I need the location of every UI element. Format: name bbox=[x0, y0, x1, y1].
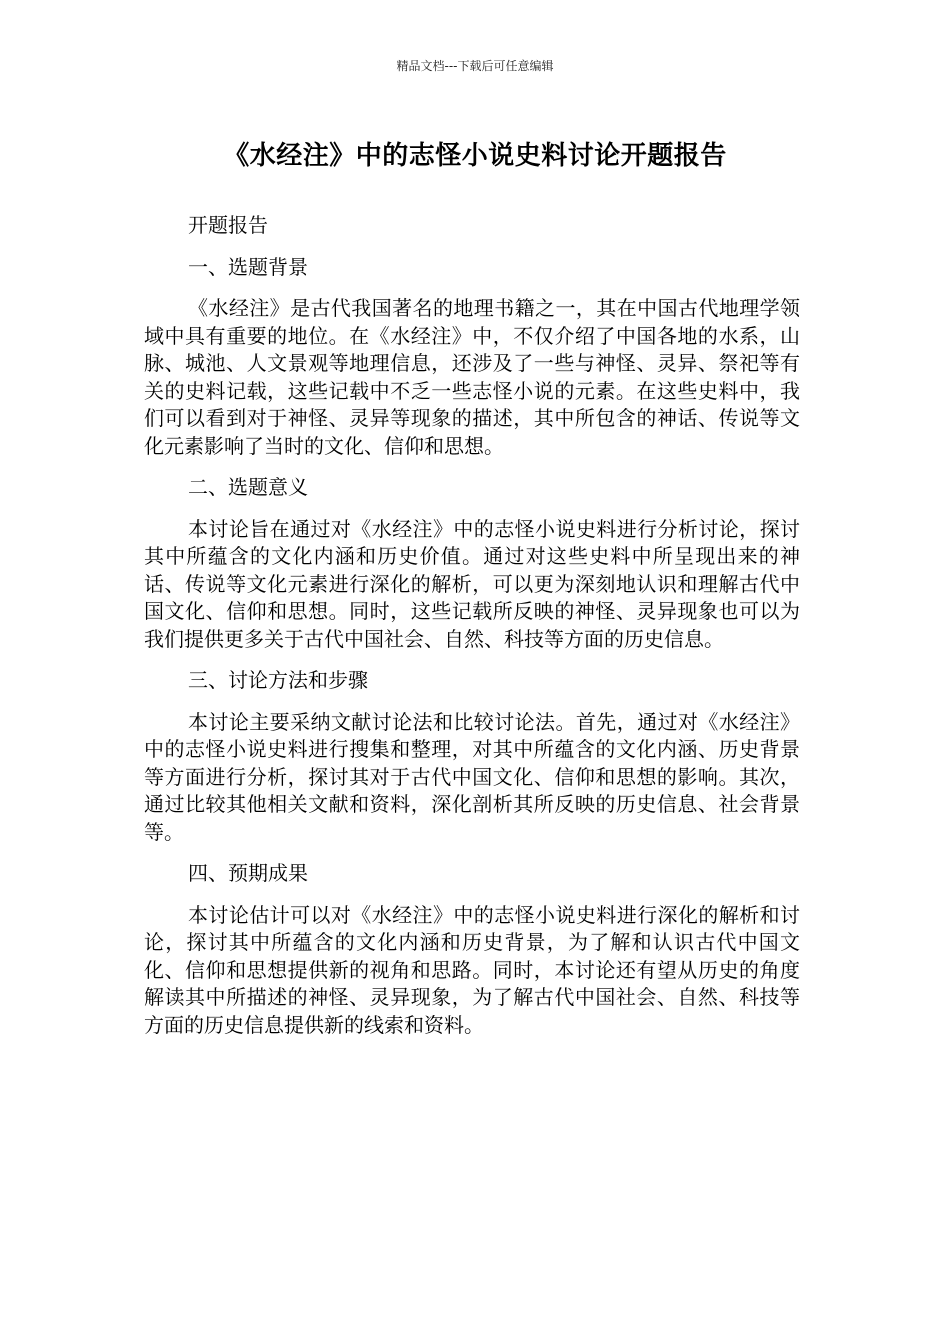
section-paragraph-methods: 本讨论主要采纳文献讨论法和比较讨论法。首先，通过对《水经注》中的志怪小说史料进行搜集和整理，对其中所蕴含的文化内涵、历史背景等方面进行分析，探讨其对于古代中国文化、信仰和思想的影响。其次，通过比较其他相关文献和资料，深化剖析其所反映的历史信息、社会背景等。 bbox=[144, 709, 800, 844]
section-paragraph-background: 《水经注》是古代我国著名的地理书籍之一，其在中国古代地理学领域中具有重要的地位。在《水经注》中，不仅介绍了中国各地的水系，山脉、城池、人文景观等地理信息，还涉及了一些与神怪、灵异、祭祀等有关的史料记载，这些记载中不乏一些志怪小说的元素。在这些史料中，我们可以看到对于神怪、灵异等现象的描述，其中所包含的神话、传说等文化元素影响了当时的文化、信仰和思想。 bbox=[144, 296, 800, 458]
section-paragraph-expected-results: 本讨论估计可以对《水经注》中的志怪小说史料进行深化的解析和讨论，探讨其中所蕴含的文化内涵和历史背景，为了解和认识古代中国文化、信仰和思想提供新的视角和思路。同时，本讨论还有望从历史的角度解读其中所描述的神怪、灵异现象，为了解古代中国社会、自然、科技等方面的历史信息提供新的线索和资料。 bbox=[144, 902, 800, 1037]
document-body bbox=[144, 212, 800, 1053]
report-label: 开题报告 bbox=[188, 213, 268, 237]
document-title: 《水经注》中的志怪小说史料讨论开题报告 bbox=[223, 141, 727, 171]
section-heading-background: 一、选题背景 bbox=[188, 254, 308, 279]
section-heading-expected-results: 四、预期成果 bbox=[188, 861, 308, 885]
header-note: 精品文档---下载后可任意编辑 bbox=[396, 59, 554, 73]
section-heading-significance: 二、选题意义 bbox=[188, 475, 308, 499]
section-paragraph-significance: 本讨论旨在通过对《水经注》中的志怪小说史料进行分析讨论，探讨其中所蕴含的文化内涵和历史价值。通过对这些史料中所呈现出来的神话、传说等文化元素进行深化的解析，可以更为深刻地认识和理解古代中国文化、信仰和思想。同时，这些记载所反映的神怪、灵异现象也可以为我们提供更多关于古代中国社会、自然、科技等方面的历史信息。 bbox=[144, 516, 800, 651]
section-heading-methods: 三、讨论方法和步骤 bbox=[188, 668, 368, 692]
